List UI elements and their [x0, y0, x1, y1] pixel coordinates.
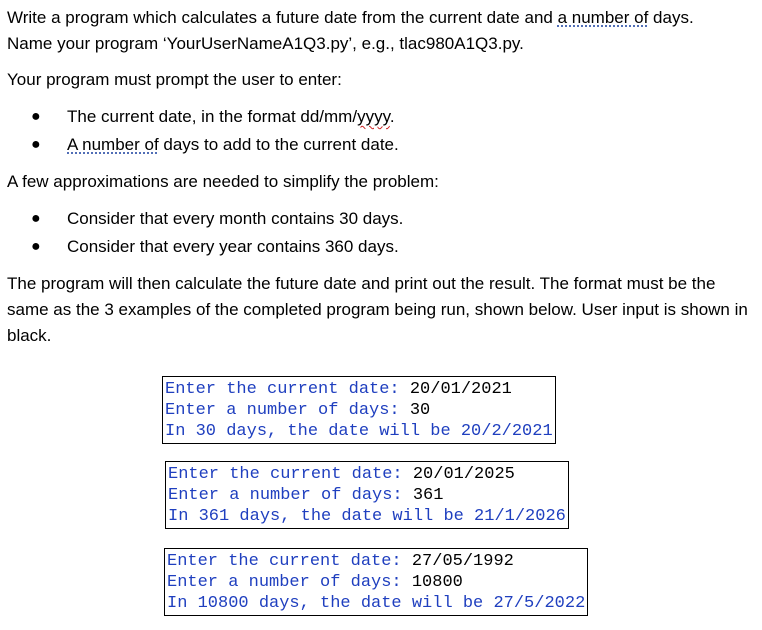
intro-text-end: days. [648, 8, 694, 27]
list-item-text-end: . [389, 107, 395, 126]
list-item-text: Consider that every month contains 30 days. [67, 209, 404, 228]
approx-heading: A few approximations are needed to simplify the problem: [7, 172, 439, 191]
console-input: 20/01/2025 [412, 465, 515, 484]
assignment-document [7, 5, 759, 349]
list-item-text: The current date, in the format dd/mm/ [67, 107, 358, 126]
console-prompt: Enter a number of days: [165, 401, 410, 420]
bullet-icon: ● [31, 108, 41, 125]
intro-dotted-phrase: a number of [557, 8, 649, 27]
console-prompt: Enter the current date: [167, 552, 412, 571]
bullet-icon: ● [31, 210, 41, 227]
closing-paragraph: The program will then calculate the future date and print out the result. The format must be the same as the 3 examples of the completed program being run, shown below. User input is shown in black. [7, 274, 748, 345]
list-item [7, 205, 759, 233]
approx-list [7, 205, 759, 261]
example-console-1 [162, 376, 556, 444]
console-prompt: Enter the current date: [165, 380, 410, 399]
spellcheck-word: yyyy [357, 107, 390, 126]
console-prompt: Enter a number of days: [167, 573, 412, 592]
list-item [7, 233, 759, 261]
prompt-list [7, 103, 759, 159]
list-item-text: days to add to the current date. [158, 135, 399, 154]
intro-text: Write a program which calculates a future date from the current date and [7, 8, 558, 27]
console-input: 20/01/2021 [409, 380, 512, 399]
console-result: In 361 days, the date will be 21/1/2026 [168, 507, 566, 526]
prompt-heading: Your program must prompt the user to enter: [7, 70, 342, 89]
list-item-text: Consider that every year contains 360 days. [67, 237, 399, 256]
console-result: In 10800 days, the date will be 27/5/2022 [167, 594, 586, 613]
console-input: 10800 [411, 573, 463, 592]
console-result: In 30 days, the date will be 20/2/2021 [165, 422, 553, 441]
example-console-2 [165, 461, 569, 529]
console-prompt: Enter a number of days: [168, 486, 413, 505]
console-input: 27/05/1992 [411, 552, 514, 571]
console-input: 361 [412, 486, 444, 505]
list-item [7, 131, 759, 159]
console-input: 30 [409, 401, 431, 420]
console-prompt: Enter the current date: [168, 465, 413, 484]
intro-line-1 [7, 5, 759, 31]
list-item [7, 103, 759, 131]
list-item-dotted-phrase: A number of [67, 135, 159, 154]
intro-line-2: Name your program ‘YourUserNameA1Q3.py’, e.g., tlac980A1Q3.py. [7, 34, 524, 53]
example-console-3 [164, 548, 588, 616]
bullet-icon: ● [31, 238, 41, 255]
bullet-icon: ● [31, 136, 41, 153]
